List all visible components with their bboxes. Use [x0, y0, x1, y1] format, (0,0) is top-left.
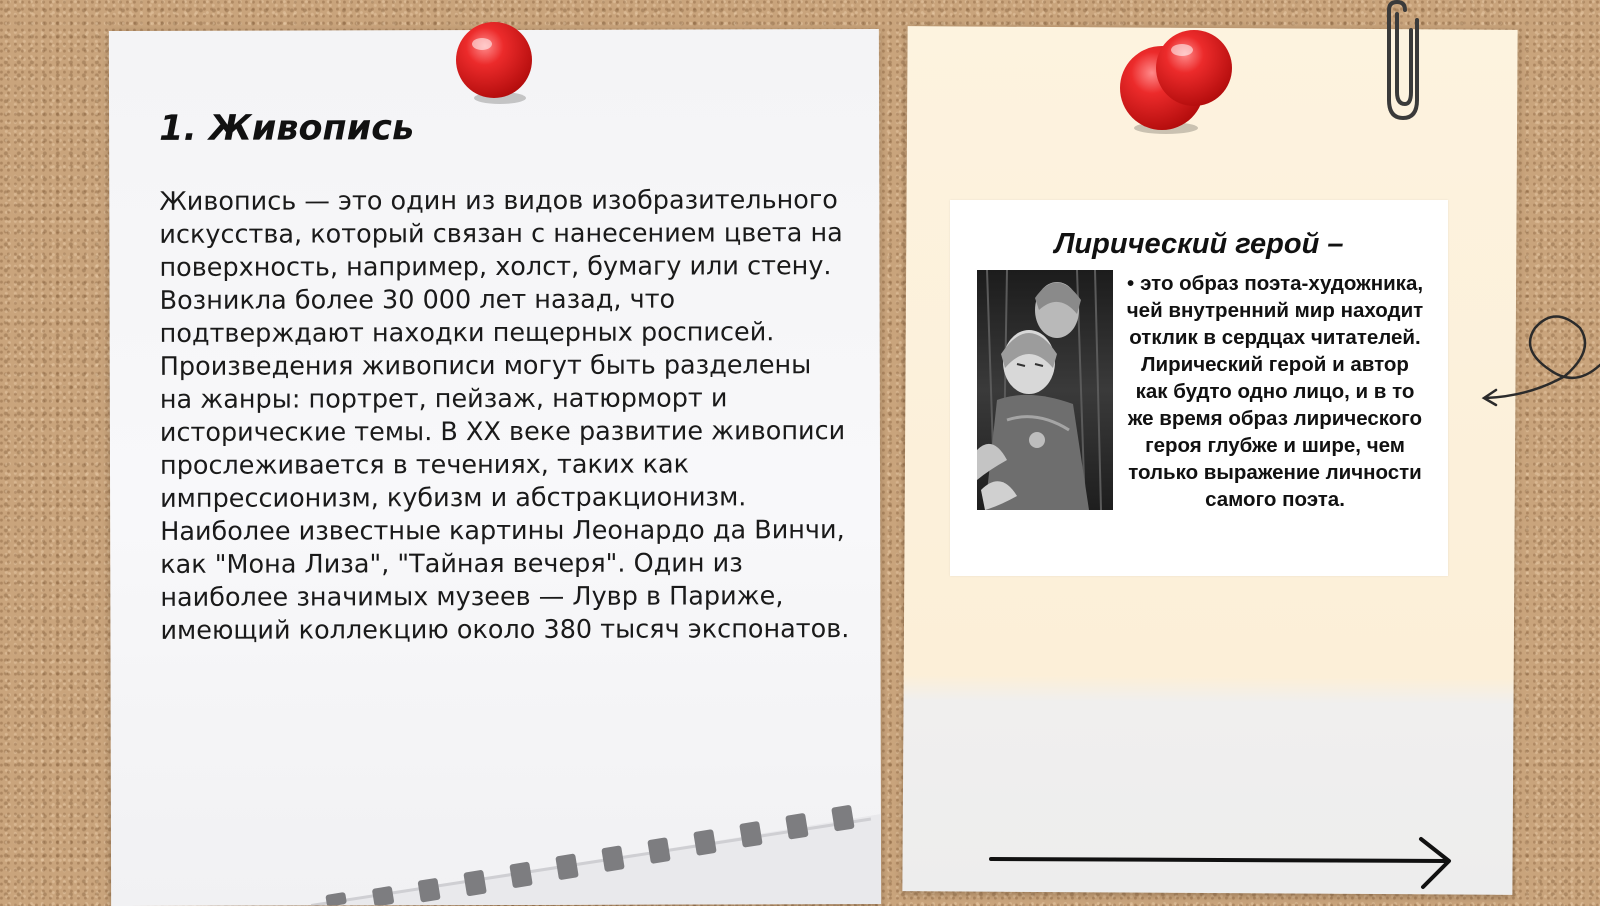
lyrical-hero-card — [950, 200, 1448, 576]
card-title: Лирический герой – — [1054, 228, 1344, 260]
page-title: 1. Живопись — [159, 108, 415, 149]
card-text — [1125, 270, 1425, 513]
push-pin-icon — [452, 18, 542, 108]
curly-arrow-doodle-icon — [1480, 310, 1600, 410]
paper-clip-icon — [1375, 0, 1423, 125]
long-arrow-right-icon — [985, 835, 1455, 895]
bullet-point: • — [1126, 272, 1135, 295]
illustration-image — [977, 270, 1113, 510]
left-note-body: Живопись — это один из видов изобразительного искусства, который связан с нанесением цвета на поверхность, например, холст, бумагу или стену. Возникла более 30 000 лет назад, что подтверждают находки пещерных росписей. Произведения живописи могут быть разделены на жанры: портрет, пейзаж, натюрморт и исторические темы. В XX веке развитие живописи прослеживается в течениях, таких как импрессионизм, кубизм и абстракционизм. Наиболее известные картины Леонардо да Винчи, как "Мона Лиза", "Тайная вечеря". Один из наиболее значимых музеев — Лувр в Париже, имеющий коллекцию около 380 тысяч экспонатов. — [159, 185, 850, 646]
left-note-sheet — [109, 29, 881, 906]
card-text-content: это образ поэта-художника, чей внутренний мир находит отклик в сердцах читателей. Лирический герой и автор как будто одно лицо, и в то же время образ лирического героя глубже и шире, чем только выражение личности самого поэта. — [1126, 272, 1424, 511]
torn-edge-strip — [111, 774, 881, 906]
double-push-pin-icon — [1120, 28, 1240, 138]
